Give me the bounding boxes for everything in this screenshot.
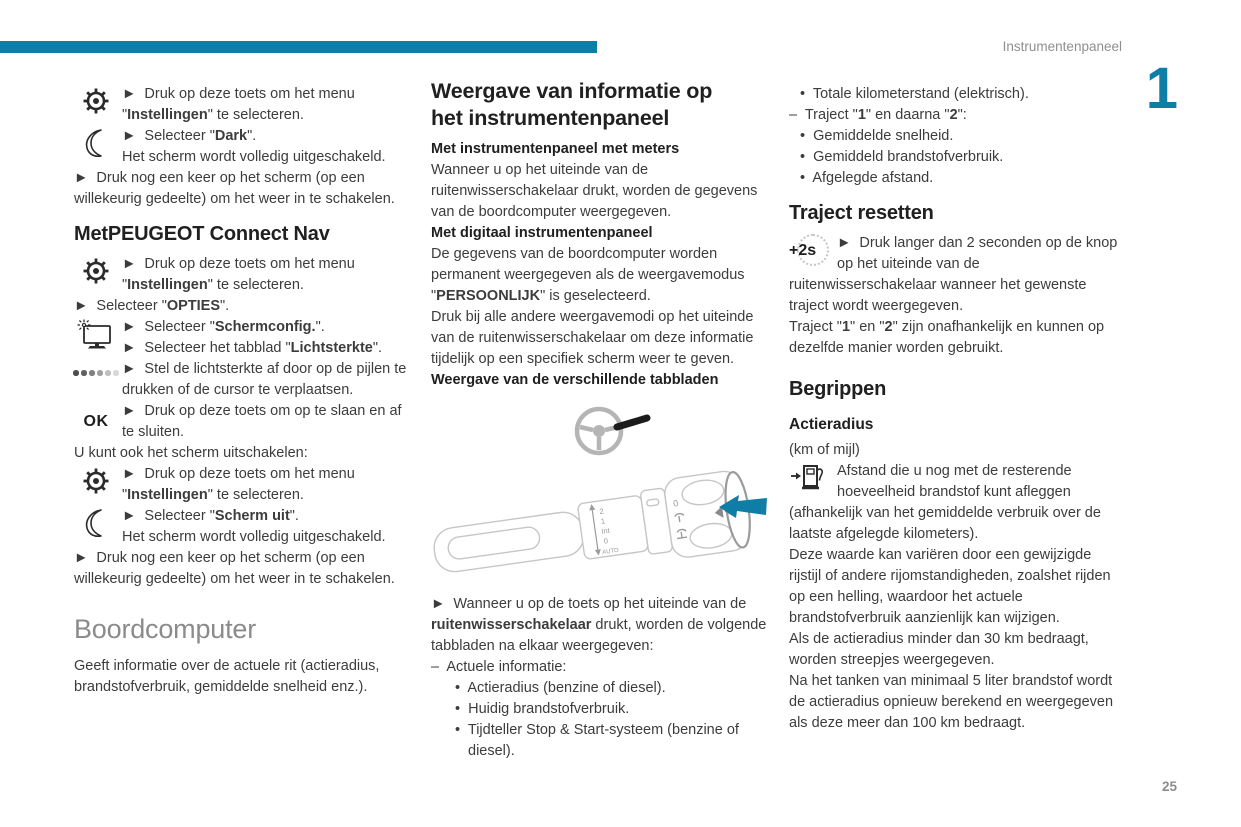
- left-column: [74, 84, 412, 698]
- ok-button-label: OK: [83, 413, 109, 430]
- para-other-modes: Druk bij alle andere weergavemodi op het uiteinde van de ruitenwisserschakelaar om deze informatie tijdelijk op een specifiek scherm weer te geven.: [431, 309, 754, 367]
- instruction-text: ► Druk op deze toets om op te slaan en af te sluiten.: [122, 403, 402, 440]
- instruction-reenable-screen: ► Druk nog een keer op het scherm (op een willekeurig gedeelte) om het weer in te schakelen.: [74, 550, 395, 587]
- definition-actieradius: [789, 461, 1127, 545]
- instruction-opties: ► Selecteer "OPTIES".: [74, 298, 230, 314]
- instruction-settings-menu-2: [74, 254, 412, 296]
- instruction-settings-menu-3: [74, 464, 412, 506]
- svg-text:0: 0: [603, 536, 609, 546]
- para-boordcomputer-intro: Geeft informatie over de actuele rit (actieradius, brandstofverbruik, gemiddelde snelheid enz.).: [74, 658, 380, 695]
- bullet-brandstofverbruik: • Huidig brandstofverbruik.: [455, 701, 630, 717]
- gear-icon: [74, 466, 118, 496]
- page-number: 25: [1161, 779, 1177, 794]
- subheading-digitaal: Met digitaal instrumentenpaneel: [431, 225, 653, 241]
- instruction-reenable-screen: ► Druk nog een keer op het scherm (op een willekeurig gedeelte) om het weer in te schakelen.: [74, 170, 395, 207]
- bullet-tijdteller: • Tijdteller Stop & Start-systeem (benzine of diesel).: [455, 722, 739, 759]
- steering-wheel-icon: [577, 409, 621, 453]
- instruction-ok-save: [74, 401, 412, 443]
- subheading-meters: Met instrumentenpaneel met meters: [431, 141, 680, 157]
- dash-traject: – Traject "1" en daarna "2":: [789, 107, 967, 123]
- bullet-gemiddeld-brandstofverbruik: • Gemiddeld brandstofverbruik.: [800, 149, 1004, 165]
- instruction-schermconfig: [74, 317, 412, 359]
- instruction-text: ► Stel de lichtsterkte af door op de pijlen te drukken of de cursor te verplaatsen.: [122, 361, 407, 398]
- para-streepjes: Als de actieradius minder dan 30 km bedraagt, worden streepjes weergegeven.: [789, 631, 1089, 668]
- bullet-totale-kilometerstand: • Totale kilometerstand (elektrisch).: [800, 86, 1029, 102]
- svg-text:2: 2: [598, 506, 605, 516]
- instruction-dark-mode: [74, 126, 412, 168]
- instruction-text: ► Selecteer "Scherm uit". Het scherm wordt volledig uitgeschakeld.: [122, 508, 386, 545]
- instruction-text: ► Druk op deze toets om het menu "Instellingen" te selecteren.: [122, 256, 355, 293]
- wiper-stalk-illustration: [431, 401, 769, 586]
- subheading-tabbladen: Weergave van de verschillende tabbladen: [431, 372, 719, 388]
- chapter-number: 1: [1145, 56, 1178, 121]
- heading-connect-nav: MetPEUGEOT Connect Nav: [74, 223, 330, 245]
- svg-text:0: 0: [672, 498, 679, 509]
- instruction-text: ► Druk op deze toets om het menu "Instellingen" te selecteren.: [122, 86, 355, 123]
- heading-actieradius: Actieradius: [789, 416, 874, 433]
- dash-actuele: – Actuele informatie:: [431, 659, 567, 675]
- gear-icon: [74, 256, 118, 286]
- fuel-pump-icon: [789, 461, 837, 503]
- para-also-off: U kunt ook het scherm uitschakelen:: [74, 445, 308, 461]
- instruction-text: ► Selecteer "Schermconfig.". ► Selecteer het tabblad "Lichtsterkte".: [122, 319, 383, 356]
- screen-brightness-icon: [74, 319, 118, 351]
- para-varieren: Deze waarde kan variëren door een gewijzigde rijstijl of andere rijomstandigheden, zoalshet rijden op een helling, waardoor het actuele brandstofverbruik aanzienlijk kan wijzigen.: [789, 547, 1111, 626]
- gear-icon: [74, 86, 118, 116]
- page-header-label: Instrumentenpaneel: [1002, 39, 1122, 54]
- svg-text:Int: Int: [600, 525, 611, 536]
- para-meters: Wanneer u op het uiteinde van de ruitenwisserschakelaar drukt, worden de gegevens van de boordcomputer weergegeven.: [431, 162, 758, 220]
- para-wiper-button: ► Wanneer u op de toets op het uiteinde van de ruitenwisserschakelaar drukt, worden de volgende tabbladen na elkaar weergegeven:: [431, 596, 767, 654]
- para-digitaal: De gegevens van de boordcomputer worden permanent weergegeven als de weergavemodus "PERSOONLIJK" is geselecteerd.: [431, 246, 745, 304]
- stalk-on-wheel: [617, 418, 647, 427]
- instruction-settings-menu-1: [74, 84, 412, 126]
- instruction-text: ► Druk op deze toets om het menu "Instellingen" te selecteren.: [122, 466, 355, 503]
- bullet-actieradius: • Actieradius (benzine of diesel).: [455, 680, 666, 696]
- instruction-scherm-uit: [74, 506, 412, 548]
- heading-boordcomputer: Boordcomputer: [74, 614, 256, 644]
- bullet-gemiddelde-snelheid: • Gemiddelde snelheid.: [800, 128, 954, 144]
- instruction-brightness-adjust: [74, 359, 412, 401]
- instruction-text: ► Selecteer "Dark". Het scherm wordt volledig uitgeschakeld.: [122, 128, 386, 165]
- para-tanken: Na het tanken van minimaal 5 liter brandstof wordt de actieradius opnieuw berekend en weergegeven als deze meer dan 100 km bedraagt.: [789, 673, 1114, 731]
- timer-2s-icon: +2s: [789, 233, 837, 275]
- heading-begrippen: Begrippen: [789, 378, 887, 400]
- heading-traject-resetten: Traject resetten: [789, 202, 934, 224]
- moon-icon: [74, 508, 118, 538]
- section-title: Weergave van informatie op het instrumentenpaneel: [431, 79, 713, 130]
- definition-text: Afstand die u nog met de resterende hoeveelheid brandstof kunt afleggen (afhankelijk van het gemiddelde verbruik over de laatste afgelegde kilometers).: [789, 463, 1101, 542]
- svg-text:1: 1: [600, 516, 606, 526]
- right-column: [789, 84, 1127, 734]
- instruction-traject-reset: [789, 233, 1127, 317]
- bullet-afgelegde-afstand: • Afgelegde afstand.: [800, 170, 934, 186]
- middle-column: [431, 78, 769, 762]
- svg-text:AUTO: AUTO: [601, 547, 620, 557]
- chapter-color-bar: [0, 41, 597, 53]
- moon-icon: [74, 128, 118, 158]
- instruction-text: ► Druk langer dan 2 seconden op de knop op het uiteinde van de ruitenwisserschakelaar wanneer het gewenste traject wordt weergegeven.: [789, 235, 1118, 314]
- brightness-level-dots-icon: [74, 361, 118, 376]
- para-unit: (km of mijl): [789, 442, 860, 458]
- para-traject-independent: Traject "1" en "2" zijn onafhankelijk en kunnen op dezelfde manier worden gebruikt.: [789, 319, 1105, 356]
